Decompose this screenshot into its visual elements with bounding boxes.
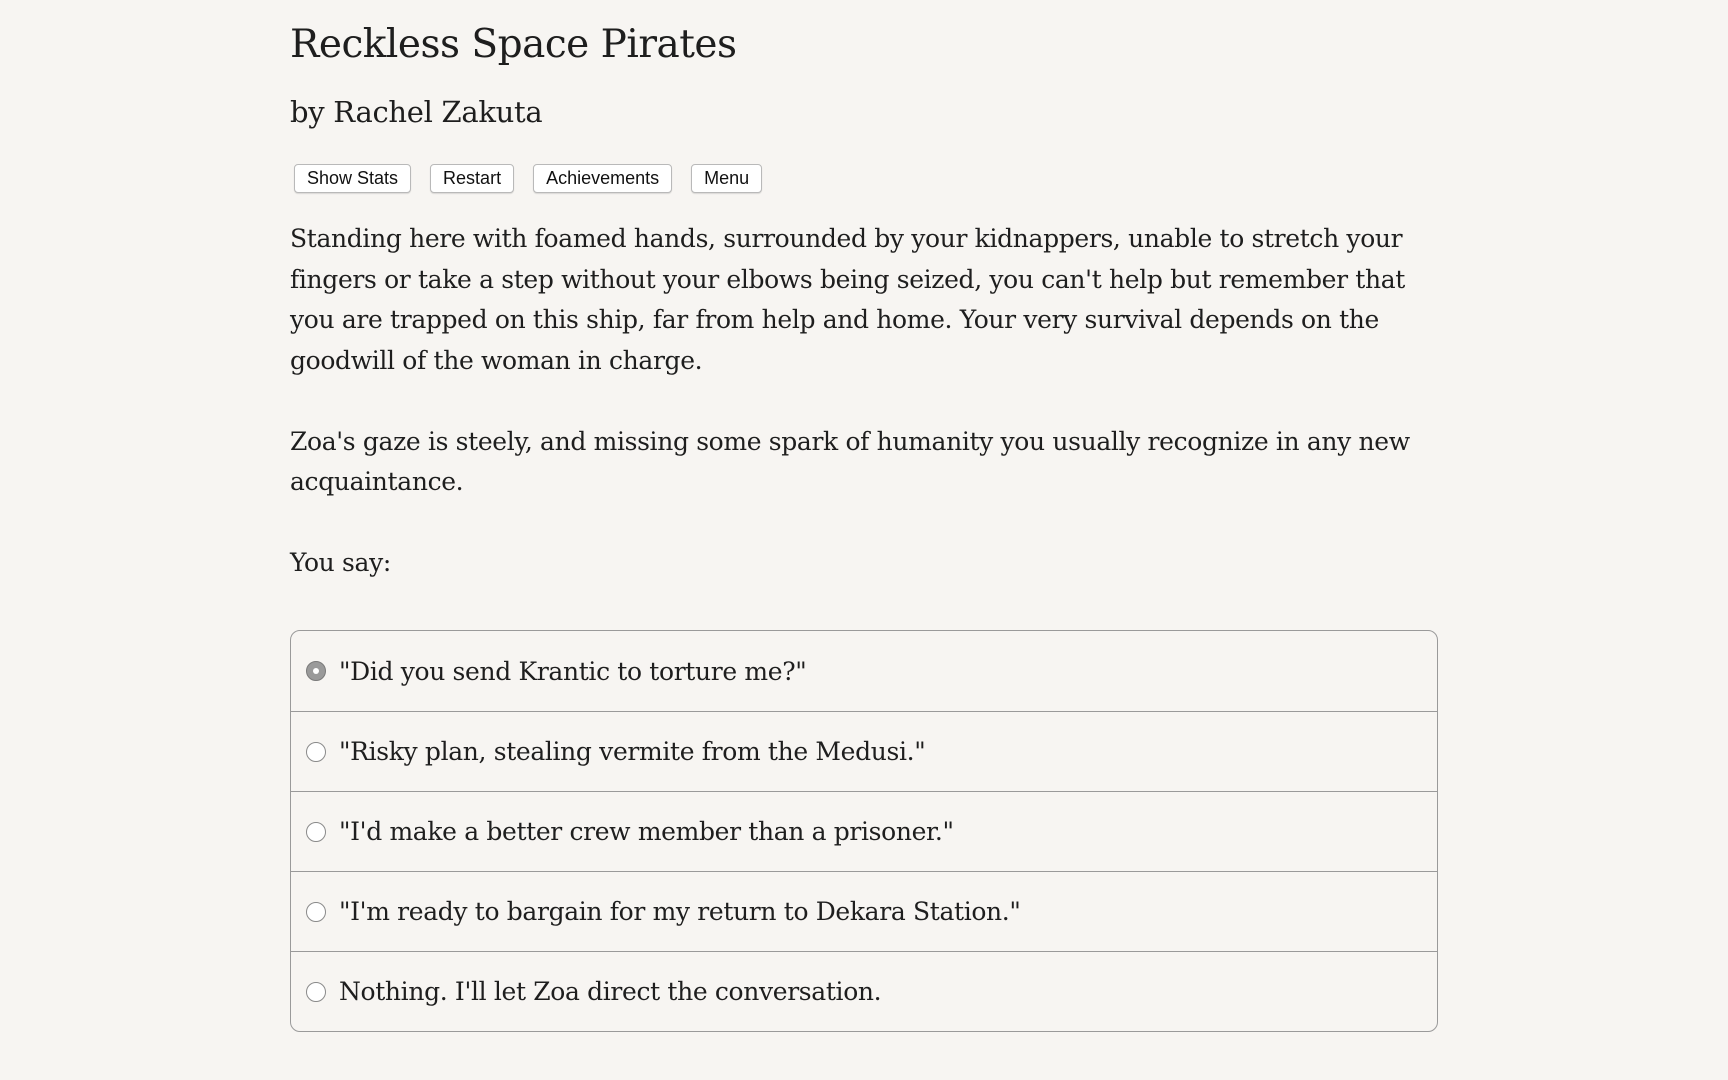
show-stats-button[interactable]: Show Stats [294,164,411,193]
menu-button[interactable]: Menu [691,164,762,193]
story-paragraph-2: Zoa's gaze is steely, and missing some spark of humanity you usually recognize in any new acquaintance. [290,426,1410,496]
radio-button-selected[interactable] [306,661,326,681]
story-paragraph-1: Standing here with foamed hands, surrounded by your kidnappers, unable to stretch your fingers or take a step without your elbows being seized, you can't help but remember that you are trapped on this ship, far from help and home. Your very survival depends on the goodwill of the woman in charge. [290,224,1405,375]
achievements-button[interactable]: Achievements [533,164,672,193]
toolbar [294,164,762,193]
radio-button[interactable] [306,822,326,842]
choice-option-5[interactable] [291,951,1437,1031]
radio-button[interactable] [306,982,326,1002]
choice-option-1[interactable] [291,631,1437,711]
radio-button[interactable] [306,742,326,762]
choice-label: Nothing. I'll let Zoa direct the conversation. [339,977,882,1006]
game-title: Reckless Space Pirates [290,22,737,67]
choice-option-2[interactable] [291,711,1437,791]
radio-button[interactable] [306,902,326,922]
choice-option-3[interactable] [291,791,1437,871]
story-text [290,219,1438,624]
choice-list [290,630,1438,1032]
choice-label: "Risky plan, stealing vermite from the Medusi." [339,737,926,766]
story-prompt: You say: [290,548,391,577]
restart-button[interactable]: Restart [430,164,514,193]
game-author: by Rachel Zakuta [290,95,543,129]
choice-label: "I'd make a better crew member than a prisoner." [339,817,954,846]
choice-option-4[interactable] [291,871,1437,951]
choice-label: "I'm ready to bargain for my return to Dekara Station." [339,897,1021,926]
choice-label: "Did you send Krantic to torture me?" [339,656,807,686]
